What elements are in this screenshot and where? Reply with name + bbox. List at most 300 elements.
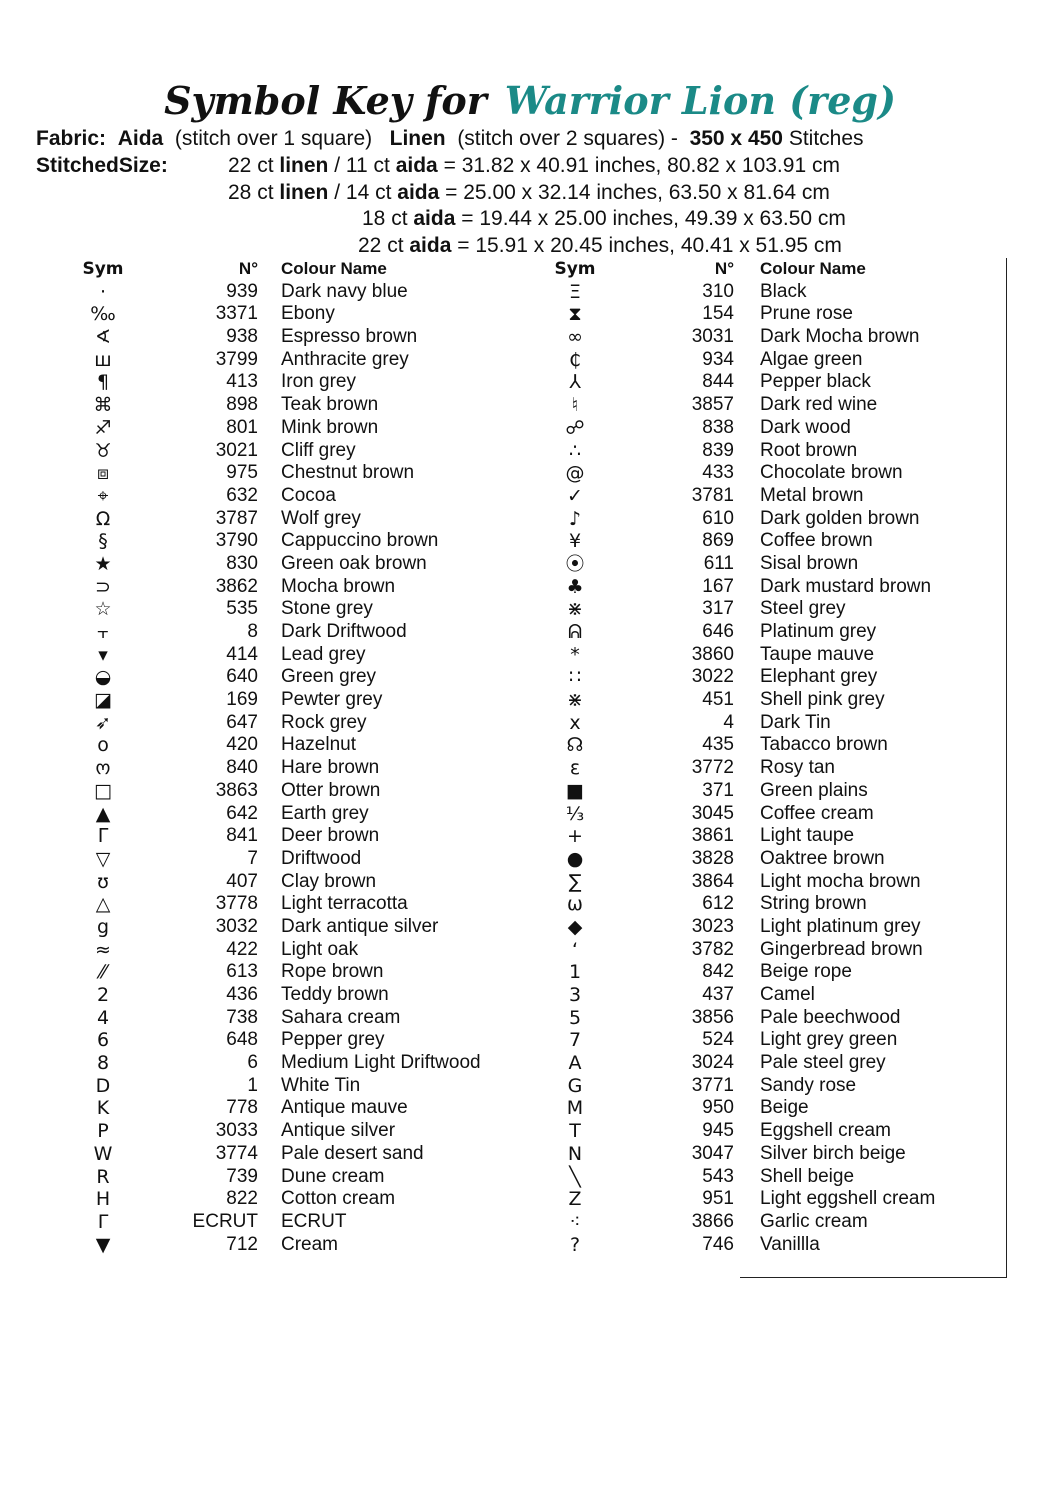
floss-number: 7: [247, 847, 258, 869]
size-dimensions: = 31.82 x 40.91 inches, 80.82 x 103.91 cm: [443, 154, 840, 177]
colour-name: Metal brown: [760, 484, 864, 506]
table-row: [0, 1075, 1060, 1098]
symbol-glyph: ⦿: [565, 552, 585, 575]
symbol-glyph: ➶: [95, 711, 111, 734]
fabric-aida: Aida: [117, 127, 164, 150]
symbol-glyph: ♪: [568, 507, 582, 530]
symbol-glyph: +: [567, 825, 583, 848]
table-row: [0, 576, 1060, 599]
floss-number: 3033: [215, 1120, 258, 1142]
floss-number: 435: [702, 734, 734, 756]
symbol-glyph: ●: [566, 847, 584, 870]
symbol-table-right: [0, 258, 1060, 1256]
symbol-glyph: ω: [567, 893, 583, 916]
colour-name: ECRUT: [281, 1210, 347, 1232]
colour-name: Dark wood: [760, 416, 851, 438]
floss-number: 3862: [215, 575, 258, 597]
colour-name: Hazelnut: [281, 734, 356, 756]
colour-name: Oaktree brown: [760, 847, 885, 869]
table-row: [0, 530, 1060, 553]
symbol-glyph: T: [569, 1120, 581, 1143]
floss-number: 1: [247, 1074, 258, 1096]
symbol-glyph: P: [97, 1120, 109, 1143]
colour-name: Cliff grey: [281, 439, 356, 461]
colour-name: Teak brown: [281, 394, 379, 416]
floss-number: 310: [702, 280, 734, 302]
colour-name: Mocha brown: [281, 575, 396, 597]
colour-name: Earth grey: [281, 802, 369, 824]
symbol-glyph: ⊃: [95, 575, 111, 598]
floss-number: 739: [226, 1165, 258, 1187]
floss-number: 642: [226, 802, 258, 824]
table-row: [0, 553, 1060, 576]
colour-name: Pale desert sand: [281, 1142, 424, 1164]
floss-number: 371: [702, 779, 734, 801]
floss-number: 3799: [215, 348, 258, 370]
colour-name: Cotton cream: [281, 1188, 396, 1210]
colour-name: String brown: [760, 893, 867, 915]
colour-name: Coffee brown: [760, 530, 873, 552]
symbol-glyph: 3: [568, 984, 582, 1006]
colour-name: Green plains: [760, 779, 868, 801]
colour-name: Light eggshell cream: [760, 1188, 936, 1210]
symbol-glyph: ▽: [95, 847, 111, 870]
symbol-glyph: ∑: [568, 870, 582, 893]
size-fabric: linen: [279, 154, 329, 177]
size-dimensions: = 19.44 x 25.00 inches, 49.39 x 63.50 cm: [461, 207, 846, 230]
table-row: [0, 394, 1060, 417]
floss-number: 3047: [691, 1142, 734, 1164]
floss-number: 611: [703, 552, 734, 574]
size-line: [358, 233, 842, 259]
floss-number: 413: [226, 371, 258, 393]
symbol-glyph: D: [95, 1074, 111, 1097]
table-row: [0, 1166, 1060, 1189]
floss-number: 844: [702, 371, 734, 393]
table-row: [0, 871, 1060, 894]
symbol-glyph: ⅓: [565, 802, 585, 825]
symbol-glyph: ⁄⁄: [99, 961, 107, 984]
symbol-glyph: ⧈: [96, 462, 110, 485]
floss-number: 610: [702, 507, 734, 529]
page-title: [0, 78, 1060, 123]
symbol-glyph: ☍: [565, 416, 585, 439]
floss-number: 3857: [691, 394, 734, 416]
floss-number: 437: [702, 984, 734, 1005]
symbol-glyph: ♉: [94, 439, 112, 462]
floss-number: 801: [226, 416, 258, 438]
colour-name: Pepper black: [760, 371, 871, 393]
table-row: [0, 689, 1060, 712]
symbol-glyph: △: [95, 893, 111, 916]
floss-number: 939: [226, 280, 258, 302]
floss-number: 535: [226, 598, 258, 620]
floss-number: 712: [226, 1233, 258, 1255]
fabric-linen: Linen: [389, 127, 446, 150]
floss-number: 3860: [691, 643, 734, 665]
floss-number: 632: [226, 484, 258, 506]
table-border-bottom: [740, 1277, 1007, 1278]
floss-number: 975: [226, 462, 258, 484]
symbol-glyph: ♮: [571, 394, 579, 417]
symbol-glyph: 1: [568, 961, 582, 984]
colour-name: Pale beechwood: [760, 1006, 901, 1028]
symbol-glyph: g: [96, 915, 110, 938]
symbol-glyph: ⋇: [567, 598, 583, 621]
colour-name: Lead grey: [281, 643, 366, 665]
floss-number: 154: [702, 303, 734, 325]
floss-number: 640: [226, 666, 258, 688]
table-row: [0, 349, 1060, 372]
size-count-alt: / 14 ct: [334, 181, 392, 204]
symbol-glyph: R: [96, 1165, 110, 1188]
floss-number: 3863: [215, 779, 258, 801]
colour-name: Medium Light Driftwood: [281, 1052, 481, 1074]
colour-name: Hare brown: [281, 757, 380, 779]
title-prefix: Symbol Key for: [164, 78, 487, 123]
table-row: [0, 734, 1060, 757]
floss-number: 841: [226, 825, 258, 847]
colour-name: Light terracotta: [281, 893, 408, 915]
floss-number: 3023: [691, 915, 734, 937]
table-border-right: [1006, 258, 1007, 1278]
colour-name: Teddy brown: [281, 984, 389, 1005]
table-row: [0, 326, 1060, 349]
colour-name: Dark Driftwood: [281, 621, 407, 642]
colour-name: Iron grey: [281, 371, 356, 393]
symbol-glyph: ☆: [94, 598, 112, 621]
table-row: [0, 757, 1060, 780]
table-row: [0, 893, 1060, 916]
colour-name: Garlic cream: [760, 1210, 868, 1232]
floss-number: 3772: [691, 757, 734, 779]
symbol-glyph: 5: [568, 1006, 582, 1029]
symbol-glyph: ▼: [95, 1233, 111, 1256]
symbol-glyph: Ξ: [568, 280, 581, 303]
floss-number: 4: [723, 711, 734, 733]
size-count: 28 ct: [228, 181, 274, 204]
symbol-glyph: M: [566, 1097, 584, 1120]
stitched-size-label-text: StitchedSize:: [36, 154, 168, 177]
colour-name: Light grey green: [760, 1029, 898, 1051]
table-row: [0, 1120, 1060, 1143]
colour-name: Sandy rose: [760, 1074, 857, 1096]
floss-number: 167: [702, 575, 734, 597]
symbol-glyph: W: [93, 1142, 113, 1165]
table-row: [0, 303, 1060, 326]
table-row: [0, 1097, 1060, 1120]
floss-number: 839: [702, 439, 734, 461]
colour-name: Light oak: [281, 938, 359, 960]
floss-number: 869: [702, 530, 734, 552]
header-name: Colour Name: [760, 259, 866, 278]
symbol-glyph: ∞: [567, 326, 583, 349]
colour-name: Shell beige: [760, 1165, 855, 1187]
colour-name: Beige: [760, 1097, 809, 1119]
size-count-alt: / 11 ct: [334, 154, 390, 177]
fabric-aida-note: (stitch over 1 square): [174, 127, 373, 150]
colour-name: Black: [760, 280, 807, 302]
symbol-glyph: ¶: [96, 371, 110, 394]
colour-name: Espresso brown: [281, 326, 418, 348]
table-row: [0, 1007, 1060, 1030]
colour-name: Eggshell cream: [760, 1120, 891, 1142]
table-row: [0, 621, 1060, 644]
colour-name: Steel grey: [760, 598, 846, 620]
floss-number: 3781: [691, 484, 734, 506]
table-row: [0, 644, 1060, 667]
symbol-glyph: ■: [566, 779, 584, 802]
colour-name: Camel: [760, 984, 815, 1005]
floss-number: 3021: [215, 439, 258, 461]
size-count: 22 ct: [358, 234, 404, 257]
floss-number: 433: [702, 462, 734, 484]
symbol-glyph: 4: [96, 1006, 110, 1029]
header-num: N°: [714, 259, 734, 278]
symbol-glyph: 6: [96, 1029, 110, 1052]
floss-number: 840: [226, 757, 258, 779]
floss-number: 524: [702, 1029, 734, 1051]
stitches-word: Stitches: [788, 127, 864, 150]
floss-number: ECRUT: [192, 1210, 258, 1232]
symbol-glyph: ⌖: [97, 484, 109, 507]
symbol-glyph: Ω: [95, 507, 111, 530]
colour-name: Dark navy blue: [281, 280, 408, 302]
colour-name: Dark Tin: [760, 711, 831, 733]
colour-name: Cream: [281, 1233, 339, 1255]
floss-number: 3771: [691, 1074, 734, 1096]
colour-name: Silver birch beige: [760, 1142, 906, 1164]
colour-name: Rock grey: [281, 711, 367, 733]
table-row: [0, 1029, 1060, 1052]
symbol-glyph: ?: [569, 1233, 581, 1256]
colour-name: Shell pink grey: [760, 689, 885, 711]
size-line: [362, 206, 846, 232]
floss-number: 3861: [691, 825, 734, 847]
table-row: [0, 961, 1060, 984]
colour-name: Taupe mauve: [760, 643, 875, 665]
floss-number: 3866: [691, 1210, 734, 1232]
colour-name: Algae green: [760, 348, 863, 370]
table-row: [0, 1211, 1060, 1234]
symbol-glyph: ⫟: [97, 621, 109, 643]
colour-name: Otter brown: [281, 779, 381, 801]
colour-name: Cocoa: [281, 484, 336, 506]
colour-name: Wolf grey: [281, 507, 361, 529]
colour-name: Chocolate brown: [760, 462, 903, 484]
floss-number: 3774: [215, 1142, 258, 1164]
floss-number: 746: [702, 1233, 734, 1255]
table-row: [0, 825, 1060, 848]
floss-number: 3371: [215, 303, 258, 325]
colour-name: Stone grey: [281, 598, 373, 620]
symbol-glyph: Z: [568, 1188, 582, 1211]
floss-number: 648: [226, 1029, 258, 1051]
floss-number: 6: [247, 1052, 258, 1074]
symbol-glyph: o: [97, 734, 109, 757]
symbol-glyph: ⁖: [569, 1210, 581, 1233]
symbol-glyph: ◒: [94, 666, 112, 689]
colour-name: Root brown: [760, 439, 858, 461]
size-fabric-alt: aida: [397, 181, 440, 204]
colour-name: Beige rope: [760, 961, 852, 983]
symbol-glyph: ♐: [94, 416, 112, 439]
table-row: [0, 848, 1060, 871]
symbol-glyph: Γ: [97, 1210, 109, 1233]
floss-number: 3787: [215, 507, 258, 529]
symbol-glyph: ▾: [98, 643, 108, 666]
size-dimensions: = 25.00 x 32.14 inches, 63.50 x 81.64 cm: [445, 181, 830, 204]
symbol-glyph: ₵: [568, 348, 582, 371]
symbol-glyph: ε: [569, 757, 581, 780]
table-row: [0, 916, 1060, 939]
colour-name: Rosy tan: [760, 757, 835, 779]
floss-number: 543: [702, 1165, 734, 1187]
symbol-glyph: ᒥ: [97, 825, 109, 848]
colour-name: Anthracite grey: [281, 348, 409, 370]
symbol-glyph: ∴: [568, 439, 582, 462]
table-row: [0, 371, 1060, 394]
size-fabric-alt: aida: [395, 154, 438, 177]
floss-number: 934: [702, 348, 734, 370]
symbol-glyph: ∢: [95, 326, 111, 349]
colour-name: Ebony: [281, 303, 335, 325]
colour-name: Prune rose: [760, 303, 853, 325]
floss-number: 646: [702, 621, 734, 642]
floss-number: 169: [226, 689, 258, 711]
header-sym: Sym: [82, 259, 124, 279]
size-fabric: linen: [279, 181, 329, 204]
floss-number: 842: [702, 961, 734, 983]
size-count: 18 ct: [362, 207, 408, 230]
colour-name: Gingerbread brown: [760, 938, 923, 960]
symbol-glyph: G: [567, 1074, 583, 1097]
header-num: N°: [238, 259, 258, 278]
size-count: 22 ct: [228, 154, 274, 177]
size-line: [228, 153, 840, 179]
table-row: [0, 712, 1060, 735]
colour-name: Deer brown: [281, 825, 380, 847]
symbol-glyph: A: [568, 1052, 582, 1075]
symbol-glyph: □: [94, 779, 112, 802]
symbol-glyph: 2: [96, 984, 110, 1006]
table-row: [0, 598, 1060, 621]
floss-number: 3856: [691, 1006, 734, 1028]
fabric-line: [36, 126, 864, 152]
colour-name: Tabacco brown: [760, 734, 888, 756]
colour-name: Chestnut brown: [281, 462, 415, 484]
floss-number: 420: [226, 734, 258, 756]
floss-number: 950: [702, 1097, 734, 1119]
table-row: [0, 1188, 1060, 1211]
table-row: [0, 417, 1060, 440]
symbol-glyph: ≈: [95, 938, 111, 961]
colour-name: Vanillla: [760, 1233, 820, 1255]
symbol-glyph: ⅄: [569, 371, 581, 394]
colour-name: Pewter grey: [281, 689, 383, 711]
colour-name: Elephant grey: [760, 666, 878, 688]
floss-number: 3782: [691, 938, 734, 960]
header-sym: Sym: [554, 259, 596, 279]
floss-number: 838: [702, 416, 734, 438]
table-row: [0, 1052, 1060, 1075]
floss-number: 451: [702, 689, 734, 711]
stitched-size-label: [36, 153, 168, 179]
symbol-glyph: ·: [99, 280, 107, 303]
table-row: [0, 440, 1060, 463]
floss-number: 951: [702, 1188, 734, 1210]
floss-number: 647: [226, 711, 258, 733]
colour-name: Driftwood: [281, 847, 362, 869]
colour-name: Antique silver: [281, 1120, 396, 1142]
floss-number: 738: [226, 1006, 258, 1028]
size-line: [228, 180, 830, 206]
symbol-glyph: @: [565, 462, 585, 485]
floss-number: 938: [226, 326, 258, 348]
symbol-glyph: x: [569, 711, 581, 734]
colour-name: White Tin: [281, 1074, 361, 1096]
colour-name: Light taupe: [760, 825, 855, 847]
symbol-glyph: 7: [568, 1029, 582, 1052]
floss-number: 612: [702, 893, 734, 915]
size-dimensions: = 15.91 x 20.45 inches, 40.41 x 51.95 cm: [457, 234, 842, 257]
colour-name: Sisal brown: [760, 552, 859, 574]
table-row: [0, 281, 1060, 304]
floss-number: 8: [247, 621, 258, 642]
table-row: [0, 803, 1060, 826]
table-header: [0, 258, 1060, 281]
table-row: [0, 508, 1060, 531]
floss-number: 3778: [215, 893, 258, 915]
symbol-glyph: ☊: [566, 734, 584, 757]
floss-number: 422: [226, 938, 258, 960]
colour-name: Dark antique silver: [281, 915, 439, 937]
symbol-glyph: ∷: [568, 666, 582, 689]
colour-name: Green grey: [281, 666, 377, 688]
floss-number: 3790: [215, 530, 258, 552]
symbol-glyph: ш: [94, 348, 112, 371]
size-fabric: aida: [409, 234, 452, 257]
colour-name: Dark mustard brown: [760, 575, 932, 597]
floss-number: 414: [226, 643, 258, 665]
symbol-glyph: ✓: [567, 484, 583, 507]
symbol-glyph: ⌘: [93, 394, 113, 417]
table-row: [0, 485, 1060, 508]
colour-name: Platinum grey: [760, 621, 877, 642]
symbol-glyph: ♣: [566, 575, 584, 598]
floss-number: 613: [226, 961, 258, 983]
table-row: [0, 780, 1060, 803]
table-row: [0, 984, 1060, 1007]
symbol-glyph: 8: [96, 1052, 110, 1075]
floss-number: 3024: [691, 1052, 734, 1074]
colour-name: Green oak brown: [281, 552, 427, 574]
colour-name: Coffee cream: [760, 802, 874, 824]
table-row: [0, 939, 1060, 962]
colour-name: Dark golden brown: [760, 507, 920, 529]
symbol-glyph: ʊ: [97, 870, 109, 893]
symbol-glyph: §: [98, 530, 108, 553]
colour-name: Dune cream: [281, 1165, 385, 1187]
symbol-glyph: ⧗: [568, 303, 582, 326]
colour-name: Light platinum grey: [760, 915, 921, 937]
table-row: [0, 462, 1060, 485]
symbol-glyph: ¥: [568, 530, 582, 553]
symbol-glyph: H: [95, 1188, 111, 1211]
floss-number: 407: [226, 870, 258, 892]
colour-name: Antique mauve: [281, 1097, 408, 1119]
title-pattern-name: Warrior Lion (reg): [504, 78, 896, 123]
